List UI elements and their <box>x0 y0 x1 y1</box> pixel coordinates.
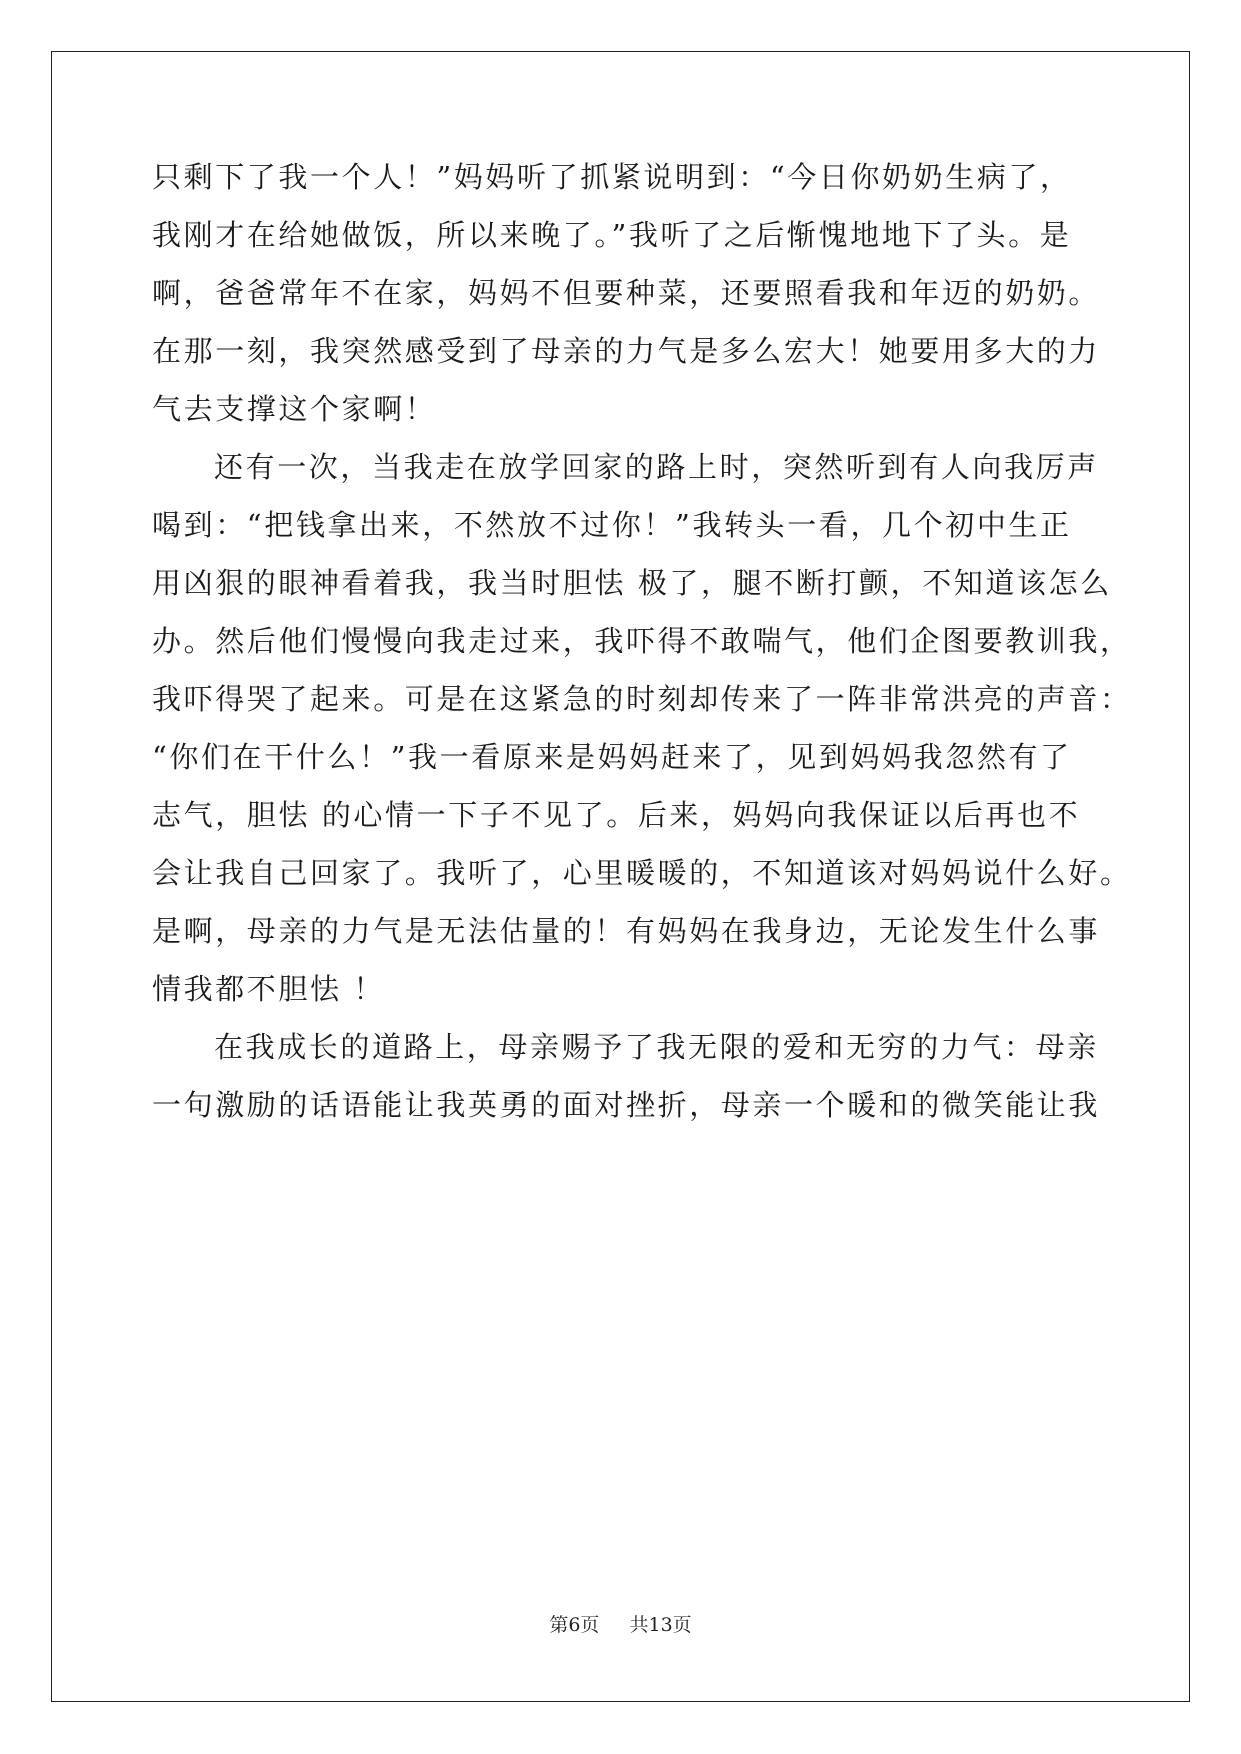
text-line-2: 我刚才在给她做饭，所以来晚了。”我听了之后惭愧地地下了头。是 <box>152 218 1072 252</box>
text-line-4: 在那一刻，我突然感受到了母亲的力气是多么宏大！她要用多大的力 <box>152 334 1101 368</box>
text-line-12: 志气，胆怯 的心情一下子不见了。后来，妈妈向我保证以后再也不 <box>152 798 1081 832</box>
text-line-9: 办。然后他们慢慢向我走过来，我吓得不敢喘气，他们企图要教训我， <box>152 624 1132 658</box>
text-line-7: 喝到：“把钱拿出来，不然放不过你！”我转头一看，几个初中生正 <box>152 508 1072 542</box>
text-line-10: 我吓得哭了起来。可是在这紧急的时刻却传来了一阵非常洪亮的声音： <box>152 682 1132 716</box>
text-line-11: “你们在干什么！”我一看原来是妈妈赶来了，见到妈妈我忽然有了 <box>152 740 1072 774</box>
paragraph-start-line-6: 还有一次，当我走在放学回家的路上时，突然听到有人向我厉声 <box>214 450 1099 484</box>
text-line-17: 一句激励的话语能让我英勇的面对挫折，母亲一个暖和的微笑能让我 <box>152 1088 1101 1122</box>
page-total: 共13页 <box>629 1614 692 1636</box>
text-line-1: 只剩下了我一个人！”妈妈听了抓紧说明到：“今日你奶奶生病了， <box>152 160 1072 194</box>
document-body <box>152 148 1132 1134</box>
text-line-15: 情我都不胆怯 ！ <box>152 972 386 1006</box>
text-line-8: 用凶狠的眼神看着我，我当时胆怯 极了，腿不断打颤，不知道该怎么 <box>152 566 1112 600</box>
paragraph-start-line-16: 在我成长的道路上，母亲赐予了我无限的爱和无穷的力气：母亲 <box>214 1030 1099 1064</box>
page-number: 第6页 <box>549 1614 600 1636</box>
text-line-5: 气去支撑这个家啊！ <box>152 392 437 426</box>
text-line-14: 是啊，母亲的力气是无法估量的！有妈妈在我身边，无论发生什么事 <box>152 914 1101 948</box>
text-line-3: 啊，爸爸常年不在家，妈妈不但要种菜，还要照看我和年迈的奶奶。 <box>152 276 1101 310</box>
text-line-13: 会让我自己回家了。我听了，心里暖暖的，不知道该对妈妈说什么好。 <box>152 856 1132 890</box>
page-footer <box>0 1610 1241 1637</box>
